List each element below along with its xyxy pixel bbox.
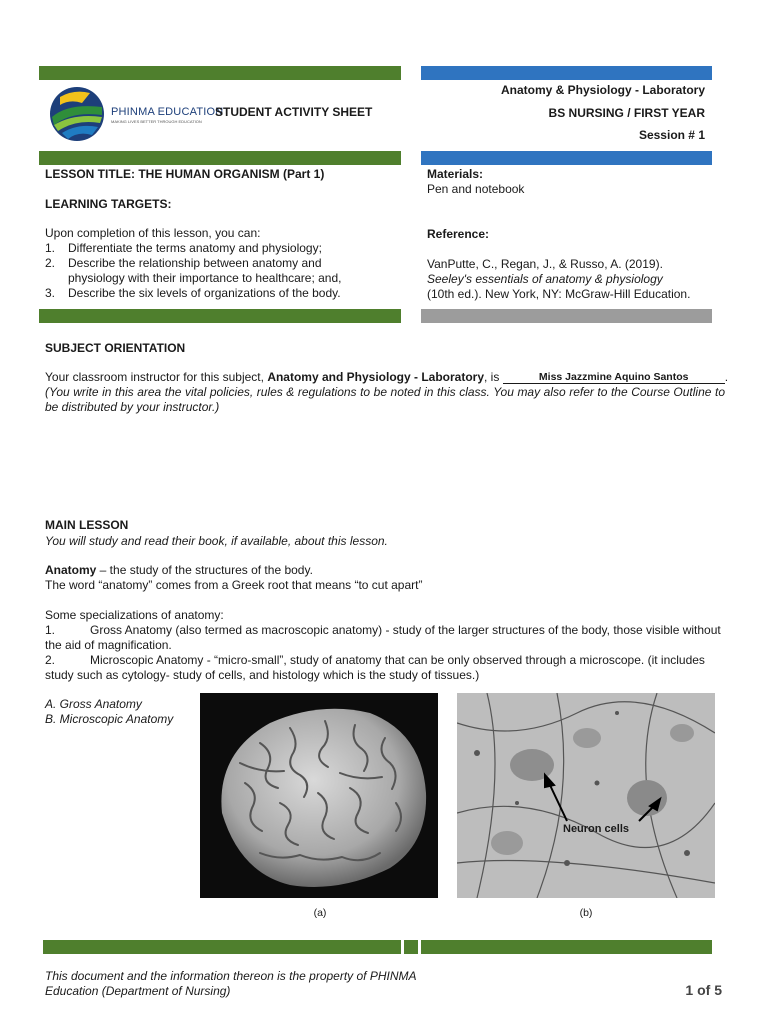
subject-name: Anatomy and Physiology - Laboratory	[267, 370, 485, 384]
specialization-gross: 1. Gross Anatomy (also termed as macroscopic anatomy) - study of the larger structures of the body, those visible without the aid of magnification.	[45, 623, 721, 652]
orientation-note: (You write in this area the vital policies, rules & regulations to be noted in this class. You may also refer to the Course Outline to be distributed by your instructor.)	[45, 385, 725, 414]
footer-bar-left	[43, 940, 401, 954]
neuron-label: Neuron cells	[563, 823, 630, 835]
materials-bottom-bar	[421, 309, 712, 323]
list-item: 2. Describe the relationship between anatomy and physiology with their importance to healthcare; and,	[45, 256, 342, 285]
reference-line3: (10th ed.). New York, NY: McGraw-Hill Education.	[427, 287, 691, 301]
footer-bar-right	[421, 940, 712, 954]
lesson-bottom-bar	[39, 309, 401, 323]
learning-targets-list	[45, 241, 375, 301]
figure-a-caption: (a)	[313, 907, 327, 919]
neuron-micrograph	[457, 693, 715, 898]
neuron-image	[457, 693, 715, 898]
header-bar-right	[421, 66, 712, 80]
course-name: Anatomy & Physiology - Laboratory	[500, 83, 705, 97]
list-item: 1. Differentiate the terms anatomy and physiology;	[45, 241, 322, 255]
orientation-heading: SUBJECT ORIENTATION	[45, 341, 186, 355]
program-name: BS NURSING / FIRST YEAR	[548, 106, 705, 120]
brain-image	[200, 693, 438, 898]
list-item: 3. Describe the six levels of organizations of the body.	[45, 286, 341, 300]
session-number: Session # 1	[638, 128, 705, 142]
orientation-text: Your classroom instructor for this subject, Anatomy and Physiology - Laboratory, is Miss Jazzmine Aquino Santos .	[45, 370, 729, 384]
page-number: 1 of 5	[685, 982, 722, 998]
lesson-bar	[39, 151, 401, 165]
lesson-title: LESSON TITLE: THE HUMAN ORGANISM (Part 1)	[45, 167, 325, 181]
specialization-microscopic: 2. Microscopic Anatomy - “micro-small”, study of anatomy that can be only observed through a microscope. (it includes study such as cytology- study of cells, and histology which is the study of tissues.)	[45, 653, 705, 682]
reference-heading: Reference:	[427, 227, 490, 241]
reference-title: Seeley's essentials of anatomy & physiology	[427, 272, 663, 286]
footer-notice: This document and the information thereon is the property of PHINMA Education (Department of Nursing)	[45, 969, 417, 998]
brain-photo	[200, 693, 438, 898]
learning-targets-heading: LEARNING TARGETS:	[45, 197, 172, 211]
footer-bar-mid	[404, 940, 418, 954]
reference-line1: VanPutte, C., Regan, J., & Russo, A. (2019).	[427, 257, 663, 271]
figure-label-a: A. Gross Anatomy	[45, 697, 142, 711]
logo-text: PHINMA EDUCATION	[111, 106, 224, 118]
sheet-title: STUDENT ACTIVITY SHEET	[215, 105, 373, 119]
anatomy-definition: Anatomy – the study of the structures of the body.	[45, 563, 313, 577]
instructor-name: Miss Jazzmine Aquino Santos	[503, 371, 725, 384]
phinma-logo	[48, 85, 224, 143]
main-lesson-heading: MAIN LESSON	[45, 518, 129, 532]
figure-label-b: B. Microscopic Anatomy	[45, 712, 174, 726]
targets-intro: Upon completion of this lesson, you can:	[45, 226, 261, 240]
logo-tagline: MAKING LIVES BETTER THROUGH EDUCATION	[111, 119, 202, 124]
materials-bar	[421, 151, 712, 165]
figure-b-caption: (b)	[579, 907, 593, 919]
header-bar-left	[39, 66, 401, 80]
specializations-heading: Some specializations of anatomy:	[45, 608, 224, 622]
phinma-logo-icon	[48, 85, 106, 143]
materials-text: Pen and notebook	[427, 182, 525, 196]
anatomy-origin: The word “anatomy” comes from a Greek root that means “to cut apart”	[45, 578, 423, 592]
materials-heading: Materials:	[427, 167, 484, 181]
main-lesson-intro: You will study and read their book, if available, about this lesson.	[45, 534, 388, 548]
anatomy-term: Anatomy	[45, 563, 97, 577]
